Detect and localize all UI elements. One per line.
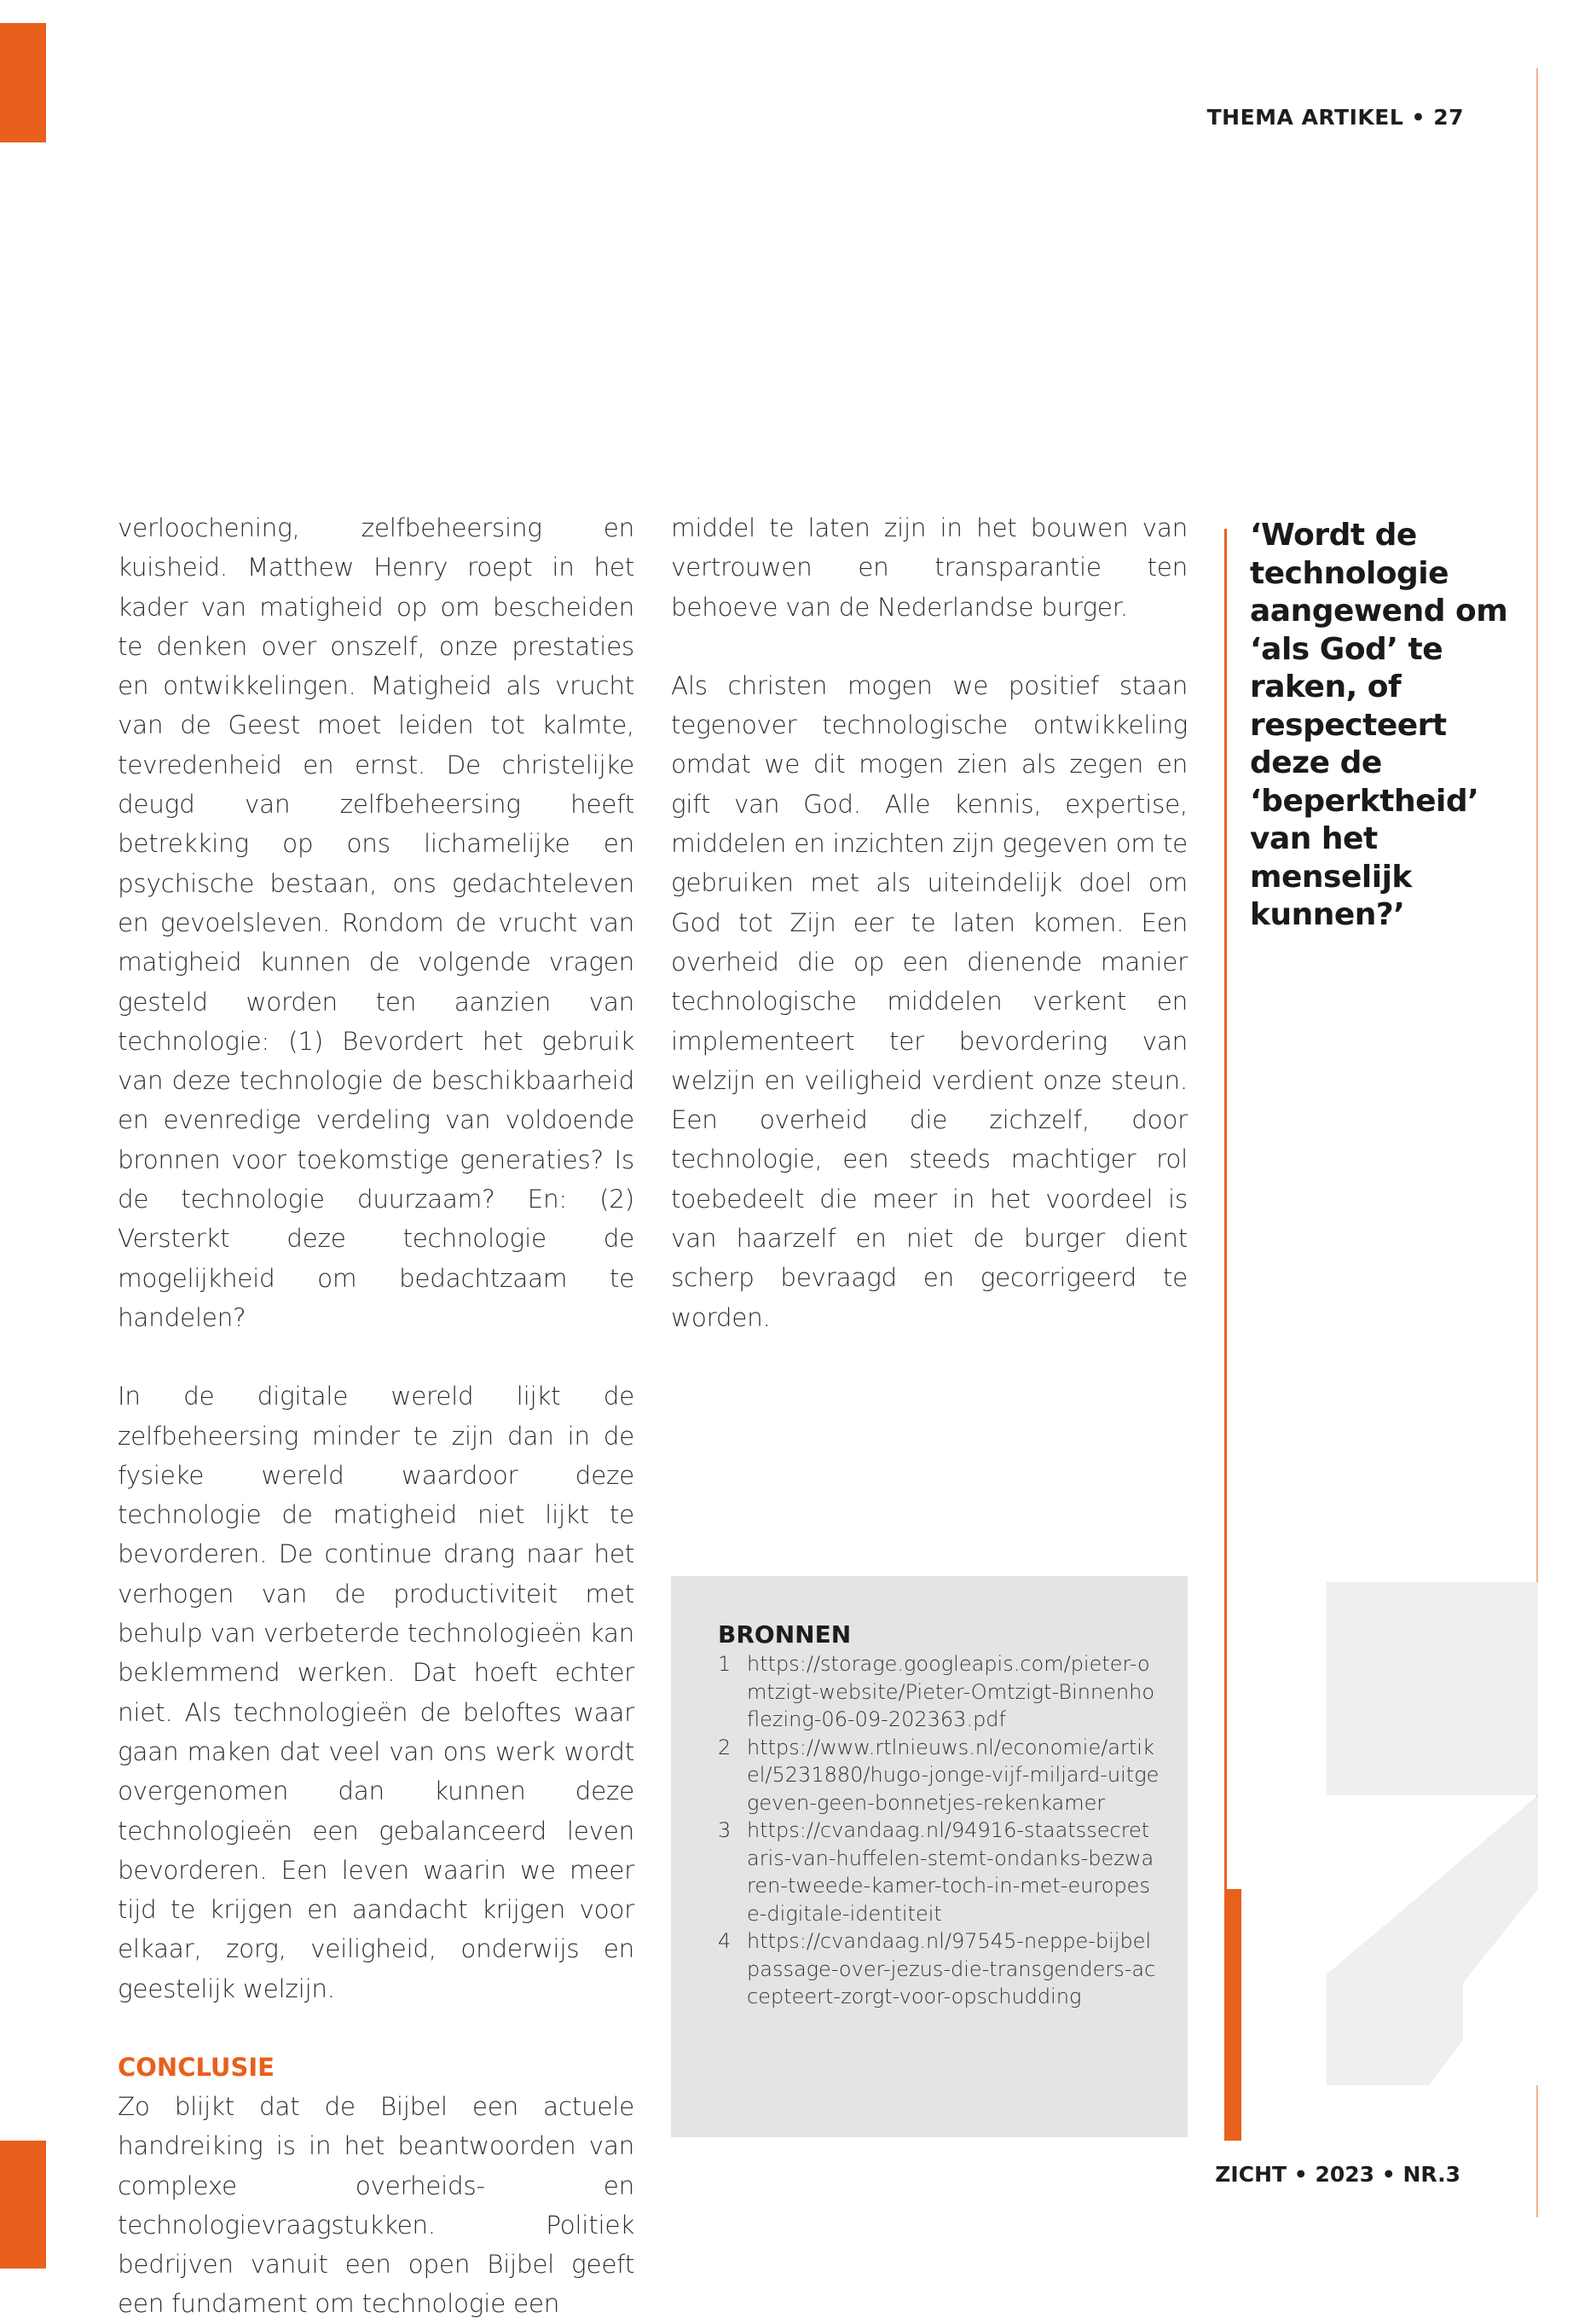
source-number: 1 <box>718 1652 732 1676</box>
source-item <box>718 1817 1161 1927</box>
page-number: 27 <box>1433 105 1464 130</box>
source-link[interactable]: https://www.rtlnieuws.nl/economie/artikel/5231880/hugo-jonge-vijf-miljard-uitgegeven-geen-bonnetjes-rekenkamer <box>747 1735 1160 1815</box>
publication-year: 2023 <box>1315 2162 1375 2187</box>
publication-name: ZICHT <box>1215 2162 1287 2187</box>
running-footer <box>1215 2162 1460 2187</box>
accent-bar-top <box>0 23 46 142</box>
pull-quote: ‘Wordt de technologie aangewend om ‘als God’ te raken, of respecteert deze de ‘beperktheid’ van het menselijk kunnen?’ <box>1250 518 1508 932</box>
article-column-left <box>118 508 634 2324</box>
sources-title: BRONNEN <box>718 1620 852 1649</box>
section-label: THEMA ARTIKEL <box>1206 105 1404 130</box>
sources-box <box>671 1576 1188 2137</box>
source-item <box>718 1650 1161 1734</box>
body-paragraph: In de digitale wereld lijkt de zelfbeheersing minder te zijn dan in de fysieke wereld waardoor deze technologie de matigheid niet lijkt te bevorderen. De continue drang naar het verhogen van de productiviteit met behulp van verbeterde technologieën kan beklemmend werken. Dat hoeft echter niet. Als technologieën de beloftes waar gaan maken dat veel van ons werk wordt overgenomen dan kunnen deze technologieën een gebalanceerd leven bevorderen. Een leven waarin we meer tijd te krijgen en aandacht krijgen voor elkaar, zorg, veiligheid, onderwijs en geestelijk welzijn. <box>118 1382 634 2003</box>
source-number: 2 <box>718 1735 732 1759</box>
magazine-logo-watermark <box>1327 1582 1538 2085</box>
footer-separator: • <box>1293 2162 1316 2187</box>
source-link[interactable]: https://cvandaag.nl/97545-neppe-bijbelpassage-over-jezus-die-transgenders-accepteert-zorgt-voor-opschudding <box>747 1929 1156 2008</box>
source-link[interactable]: https://storage.googleapis.com/pieter-omtzigt-website/Pieter-Omtzigt-Binnenhoflezing-06-09-202363.pdf <box>747 1652 1155 1731</box>
source-item <box>718 1927 1161 2011</box>
article-column-middle <box>671 508 1188 1337</box>
conclusion-heading: CONCLUSIE <box>118 2052 275 2082</box>
issue-number: NR.3 <box>1402 2162 1460 2187</box>
body-paragraph: Als christen mogen we positief staan tegenover technologische ontwikkeling omdat we dit mogen zien als zegen en gift van God. Alle kennis, expertise, middelen en inzichten zijn gegeven om te gebruiken met als uiteindelijk doel om God tot Zijn eer te laten komen. Een overheid die op een dienende manier technologische middelen verkent en implementeert ter bevordering van welzijn en veiligheid verdient onze steun. Een overheid die zichzelf, door technologie, een steeds machtiger rol toebedeelt die meer in het voordeel is van haarzelf en niet de burger dient scherp bevraagd en gecorrigeerd te worden. <box>671 670 1188 1332</box>
source-number: 4 <box>718 1929 732 1953</box>
body-paragraph: verloochening, zelfbeheersing en kuisheid. Matthew Henry roept in het kader van matigheid op om bescheiden te denken over onszelf, onze prestaties en ontwikkelingen. Matigheid als vrucht van de Geest moet leiden tot kalmte, tevredenheid en ernst. De christelijke deugd van zelfbeheersing heeft betrekking op ons lichamelijke en psychische bestaan, ons gedachteleven en gevoelsleven. Rondom de vrucht van matigheid kunnen de volgende vragen gesteld worden ten aanzien van technologie: (1) Bevordert het gebruik van deze technologie de beschikbaarheid en evenredige verdeling van voldoende bronnen voor toekomstige generaties? Is de technologie duurzaam? En: (2) Versterkt deze technologie de mogelijkheid om bedachtzaam te handelen? <box>118 513 634 1332</box>
body-paragraph: Zo blijkt dat de Bijbel een actuele handreiking is in het beantwoorden van complexe overheids- en technologievraagstukken. Politiek bedrijven vanuit een open Bijbel geeft een fundament om technologie een <box>118 2091 634 2319</box>
body-paragraph: middel te laten zijn in het bouwen van vertrouwen en transparantie ten behoeve van de Nederlandse burger. <box>671 513 1188 622</box>
sidebar-rule-accent <box>1224 1889 1241 2141</box>
running-header <box>1207 105 1464 130</box>
source-number: 3 <box>718 1818 732 1842</box>
footer-separator: • <box>1381 2162 1403 2187</box>
header-separator: • <box>1411 105 1434 130</box>
accent-bar-bottom <box>0 2141 46 2269</box>
source-item <box>718 1734 1161 1817</box>
source-link[interactable]: https://cvandaag.nl/94916-staatssecretaris-van-huffelen-stemt-ondanks-bezwaren-tweede-kamer-toch-in-met-europese-digitale-identiteit <box>747 1818 1154 1926</box>
